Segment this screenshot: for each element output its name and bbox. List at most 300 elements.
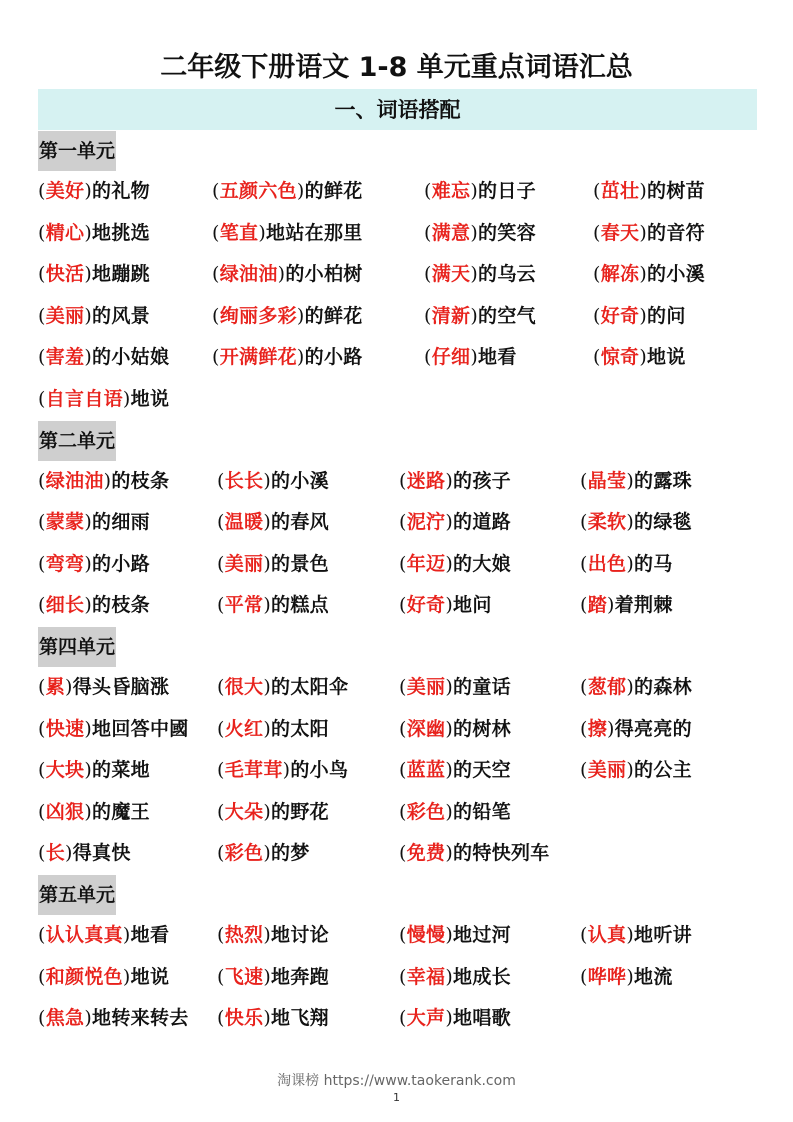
collocation-item: [580, 544, 673, 586]
unit-heading-row: [38, 627, 757, 667]
answer-word: 快乐: [224, 1007, 264, 1030]
open-paren: (: [399, 842, 407, 865]
collocation-item: [38, 667, 169, 709]
answer-word: 大朵: [224, 800, 264, 823]
open-paren: (: [399, 675, 407, 698]
phrase-text: 的铅笔: [453, 800, 511, 823]
answer-word: 很大: [224, 675, 264, 698]
phrase-text: 的礼物: [92, 180, 150, 202]
phrase-text: 的鲜花: [304, 304, 363, 327]
open-paren: (: [593, 346, 601, 369]
phrase-text: 的露珠: [634, 469, 692, 492]
phrase-text: 的糕点: [271, 594, 329, 617]
collocation-item: [593, 337, 686, 379]
collocation-item: [38, 461, 169, 503]
answer-word: 快速: [45, 717, 85, 740]
phrase-text: 的树苗: [647, 180, 705, 202]
answer-word: 好奇: [406, 594, 446, 617]
collocation-item: [424, 337, 517, 379]
answer-word: 细长: [45, 594, 85, 617]
answer-word: 美丽: [587, 759, 627, 782]
answer-word: 火红: [224, 717, 264, 740]
phrase-text: 地过河: [453, 923, 511, 946]
close-paren: ): [639, 180, 648, 202]
close-paren: ): [84, 346, 93, 369]
answer-word: 彩色: [406, 800, 446, 823]
open-paren: (: [217, 469, 225, 492]
open-paren: (: [38, 387, 46, 410]
close-paren: ): [296, 304, 305, 327]
answer-word: 绚丽多彩: [219, 304, 297, 327]
phrase-text: 的小姑娘: [92, 346, 170, 369]
open-paren: (: [38, 759, 46, 782]
collocation-item: [212, 337, 363, 379]
page-title: 二年级下册语文 1-8 单元重点词语汇总: [160, 52, 633, 83]
collocation-item: [593, 171, 705, 213]
collocation-item: [38, 379, 169, 421]
open-paren: (: [217, 759, 225, 782]
table-row: [38, 337, 757, 379]
close-paren: ): [84, 263, 93, 286]
close-paren: ): [445, 965, 454, 988]
answer-word: 自言自语: [45, 387, 123, 410]
phrase-text: 地流: [634, 965, 673, 988]
collocation-item: [424, 296, 536, 338]
collocation-item: [399, 667, 511, 709]
open-paren: (: [217, 965, 225, 988]
collocation-item: [399, 915, 511, 957]
collocation-item: [38, 957, 169, 999]
table-row: [38, 957, 757, 999]
collocation-item: [593, 296, 686, 338]
close-paren: ): [470, 180, 479, 202]
open-paren: (: [38, 346, 46, 369]
collocation-item: [399, 709, 511, 751]
collocation-item: [212, 254, 363, 296]
open-paren: (: [424, 180, 432, 202]
phrase-text: 的风景: [92, 304, 150, 327]
answer-word: 免费: [406, 842, 446, 865]
table-row: [38, 379, 757, 421]
collocation-item: [424, 171, 536, 213]
close-paren: ): [626, 759, 635, 782]
table-row: [38, 915, 757, 957]
answer-word: 出色: [587, 552, 627, 575]
answer-word: 笔直: [219, 221, 259, 244]
close-paren: ): [639, 304, 648, 327]
open-paren: (: [38, 552, 46, 575]
phrase-text: 地飞翔: [271, 1007, 329, 1030]
answer-word: 幸福: [406, 965, 446, 988]
collocation-item: [212, 171, 363, 213]
answer-word: 凶狠: [45, 800, 85, 823]
phrase-text: 地回答中國: [92, 717, 189, 740]
answer-word: 热烈: [224, 923, 264, 946]
close-paren: ): [445, 759, 454, 782]
open-paren: (: [217, 552, 225, 575]
close-paren: ): [65, 842, 73, 865]
answer-word: 美丽: [45, 304, 85, 327]
close-paren: ): [258, 221, 267, 244]
answer-word: 美好: [45, 180, 85, 202]
phrase-text: 的菜地: [92, 759, 150, 782]
close-paren: ): [263, 594, 272, 617]
collocation-item: [399, 833, 550, 875]
close-paren: ): [282, 759, 291, 782]
phrase-text: 地说: [130, 387, 170, 410]
close-paren: ): [263, 717, 272, 740]
open-paren: (: [217, 675, 225, 698]
open-paren: (: [217, 717, 225, 740]
table-row: [38, 998, 757, 1040]
open-paren: (: [580, 965, 588, 988]
phrase-text: 的问: [647, 304, 686, 327]
collocation-item: [212, 213, 363, 255]
phrase-text: 的森林: [634, 675, 692, 698]
answer-word: 大块: [45, 759, 85, 782]
answer-word: 满意: [431, 221, 471, 244]
collocation-item: [217, 667, 348, 709]
collocation-item: [38, 998, 189, 1040]
phrase-text: 的特快列车: [453, 842, 550, 865]
open-paren: (: [38, 469, 46, 492]
answer-word: 绿油油: [45, 469, 104, 492]
open-paren: (: [399, 759, 407, 782]
table-row: [38, 213, 757, 255]
close-paren: ): [122, 387, 131, 410]
answer-word: 深幽: [406, 717, 446, 740]
close-paren: ): [445, 717, 454, 740]
answer-word: 哗哗: [587, 965, 627, 988]
answer-word: 彩色: [224, 842, 264, 865]
close-paren: ): [626, 965, 635, 988]
phrase-text: 的道路: [453, 511, 511, 534]
close-paren: ): [445, 800, 454, 823]
phrase-text: 地问: [453, 594, 492, 617]
close-paren: ): [84, 552, 93, 575]
close-paren: ): [263, 800, 272, 823]
collocation-item: [580, 957, 673, 999]
open-paren: (: [212, 263, 220, 286]
answer-word: 绿油油: [219, 263, 278, 286]
close-paren: ): [639, 221, 648, 244]
open-paren: (: [580, 675, 588, 698]
answer-word: 认真: [587, 923, 627, 946]
open-paren: (: [38, 221, 46, 244]
collocation-list: [38, 131, 757, 1040]
collocation-item: [399, 461, 511, 503]
phrase-text: 的鲜花: [304, 180, 363, 202]
answer-word: 毛茸茸: [224, 759, 283, 782]
collocation-item: [580, 502, 692, 544]
phrase-text: 的枝条: [92, 594, 150, 617]
answer-word: 擦: [587, 717, 608, 740]
phrase-text: 的小柏树: [285, 263, 363, 286]
answer-word: 惊奇: [600, 346, 640, 369]
table-row: [38, 750, 757, 792]
close-paren: ): [263, 923, 272, 946]
collocation-item: [217, 502, 329, 544]
close-paren: ): [277, 263, 286, 286]
close-paren: ): [263, 965, 272, 988]
close-paren: ): [296, 180, 305, 202]
answer-word: 慢慢: [406, 923, 446, 946]
close-paren: ): [263, 511, 272, 534]
collocation-item: [580, 915, 692, 957]
collocation-item: [580, 709, 692, 751]
phrase-text: 地听讲: [634, 923, 692, 946]
close-paren: ): [470, 263, 479, 286]
open-paren: (: [217, 923, 225, 946]
collocation-item: [217, 915, 329, 957]
answer-word: 累: [45, 675, 66, 698]
collocation-item: [580, 461, 692, 503]
close-paren: ): [607, 594, 615, 617]
phrase-text: 的大娘: [453, 552, 511, 575]
collocation-item: [217, 709, 329, 751]
close-paren: ): [296, 346, 305, 369]
open-paren: (: [424, 263, 432, 286]
collocation-item: [399, 544, 511, 586]
collocation-item: [38, 296, 150, 338]
open-paren: (: [212, 180, 220, 202]
phrase-text: 的野花: [271, 800, 329, 823]
phrase-text: 着荆棘: [614, 594, 673, 617]
answer-word: 长: [45, 842, 66, 865]
phrase-text: 的树林: [453, 717, 511, 740]
phrase-text: 的音符: [647, 221, 705, 244]
close-paren: ): [103, 469, 112, 492]
open-paren: (: [399, 594, 407, 617]
phrase-text: 的天空: [453, 759, 511, 782]
phrase-text: 地蹦跳: [92, 263, 150, 286]
open-paren: (: [38, 923, 46, 946]
close-paren: ): [84, 1007, 93, 1030]
phrase-text: 地看: [130, 923, 170, 946]
open-paren: (: [593, 263, 601, 286]
phrase-text: 地看: [478, 346, 517, 369]
open-paren: (: [38, 263, 46, 286]
phrase-text: 地唱歌: [453, 1007, 511, 1030]
table-row: [38, 585, 757, 627]
close-paren: ): [84, 221, 93, 244]
answer-word: 快活: [45, 263, 85, 286]
close-paren: ): [84, 304, 93, 327]
close-paren: ): [626, 469, 635, 492]
answer-word: 害羞: [45, 346, 85, 369]
answer-word: 温暖: [224, 511, 264, 534]
collocation-item: [38, 213, 150, 255]
table-row: [38, 792, 757, 834]
phrase-text: 的乌云: [478, 263, 536, 286]
collocation-item: [580, 585, 673, 627]
phrase-text: 地说: [647, 346, 686, 369]
unit-heading-row: [38, 131, 757, 171]
answer-word: 大声: [406, 1007, 446, 1030]
open-paren: (: [580, 717, 588, 740]
open-paren: (: [399, 469, 407, 492]
phrase-text: 的小路: [92, 552, 150, 575]
open-paren: (: [399, 552, 407, 575]
table-row: [38, 544, 757, 586]
phrase-text: 的枝条: [111, 469, 170, 492]
open-paren: (: [399, 511, 407, 534]
collocation-item: [38, 709, 189, 751]
phrase-text: 的小溪: [647, 263, 705, 286]
close-paren: ): [263, 552, 272, 575]
phrase-text: 地挑选: [92, 221, 150, 244]
collocation-item: [38, 502, 150, 544]
collocation-item: [399, 750, 511, 792]
open-paren: (: [38, 965, 46, 988]
table-row: [38, 254, 757, 296]
phrase-text: 的太阳: [271, 717, 329, 740]
answer-word: 弯弯: [45, 552, 85, 575]
open-paren: (: [580, 759, 588, 782]
close-paren: ): [445, 923, 454, 946]
footer-watermark: 淘课榜 https://www.taokerank.com: [277, 1073, 516, 1089]
open-paren: (: [399, 1007, 407, 1030]
answer-word: 柔软: [587, 511, 627, 534]
phrase-text: 地讨论: [271, 923, 329, 946]
collocation-item: [38, 171, 150, 213]
phrase-text: 的魔王: [92, 800, 150, 823]
collocation-item: [399, 792, 511, 834]
close-paren: ): [639, 346, 648, 369]
answer-word: 认认真真: [45, 923, 123, 946]
phrase-text: 的梦: [271, 842, 310, 865]
phrase-text: 地奔跑: [271, 965, 329, 988]
collocation-item: [593, 213, 705, 255]
phrase-text: 地站在那里: [266, 221, 363, 244]
close-paren: ): [84, 511, 93, 534]
open-paren: (: [212, 221, 220, 244]
table-row: [38, 171, 757, 213]
collocation-item: [38, 254, 150, 296]
open-paren: (: [38, 842, 46, 865]
close-paren: ): [445, 552, 454, 575]
collocation-item: [38, 544, 150, 586]
collocation-item: [38, 915, 169, 957]
close-paren: ): [445, 675, 454, 698]
open-paren: (: [38, 511, 46, 534]
open-paren: (: [593, 304, 601, 327]
close-paren: ): [470, 346, 479, 369]
answer-word: 难忘: [431, 180, 471, 202]
open-paren: (: [38, 1007, 46, 1030]
collocation-item: [217, 750, 348, 792]
open-paren: (: [580, 469, 588, 492]
open-paren: (: [580, 923, 588, 946]
unit-heading: 第五单元: [38, 875, 116, 915]
open-paren: (: [217, 800, 225, 823]
open-paren: (: [217, 594, 225, 617]
answer-word: 和颜悦色: [45, 965, 123, 988]
phrase-text: 的太阳伞: [271, 675, 349, 698]
collocation-item: [593, 254, 705, 296]
close-paren: ): [626, 923, 635, 946]
open-paren: (: [424, 346, 432, 369]
open-paren: (: [38, 594, 46, 617]
collocation-item: [38, 792, 150, 834]
answer-word: 泥泞: [406, 511, 446, 534]
collocation-item: [399, 998, 511, 1040]
phrase-text: 的日子: [478, 180, 536, 202]
open-paren: (: [399, 800, 407, 823]
answer-word: 美丽: [406, 675, 446, 698]
phrase-text: 的小鸟: [290, 759, 349, 782]
collocation-item: [217, 833, 310, 875]
answer-word: 飞速: [224, 965, 264, 988]
unit-heading-row: [38, 875, 757, 915]
open-paren: (: [38, 180, 46, 202]
close-paren: ): [263, 469, 272, 492]
phrase-text: 地成长: [453, 965, 511, 988]
open-paren: (: [212, 304, 220, 327]
phrase-text: 的景色: [271, 552, 329, 575]
collocation-item: [580, 667, 692, 709]
collocation-item: [424, 213, 536, 255]
open-paren: (: [217, 842, 225, 865]
answer-word: 蒙蒙: [45, 511, 85, 534]
phrase-text: 的绿毯: [634, 511, 692, 534]
close-paren: ): [263, 675, 272, 698]
collocation-item: [217, 792, 329, 834]
close-paren: ): [263, 1007, 272, 1030]
collocation-item: [217, 998, 329, 1040]
open-paren: (: [399, 965, 407, 988]
answer-word: 满天: [431, 263, 471, 286]
answer-word: 迷路: [406, 469, 446, 492]
table-row: [38, 667, 757, 709]
answer-word: 踏: [587, 594, 608, 617]
close-paren: ): [65, 675, 73, 698]
open-paren: (: [424, 221, 432, 244]
table-row: [38, 833, 757, 875]
open-paren: (: [424, 304, 432, 327]
answer-word: 年迈: [406, 552, 446, 575]
collocation-item: [399, 502, 511, 544]
phrase-text: 得真快: [72, 842, 131, 865]
collocation-item: [38, 833, 131, 875]
open-paren: (: [217, 1007, 225, 1030]
phrase-text: 的细雨: [92, 511, 150, 534]
answer-word: 春天: [600, 221, 640, 244]
answer-word: 五颜六色: [219, 180, 297, 202]
open-paren: (: [580, 552, 588, 575]
open-paren: (: [38, 800, 46, 823]
phrase-text: 的公主: [634, 759, 692, 782]
close-paren: ): [445, 511, 454, 534]
collocation-item: [217, 544, 329, 586]
close-paren: ): [470, 304, 479, 327]
open-paren: (: [38, 675, 46, 698]
close-paren: ): [445, 842, 454, 865]
table-row: [38, 709, 757, 751]
answer-word: 葱郁: [587, 675, 627, 698]
open-paren: (: [38, 717, 46, 740]
collocation-item: [217, 585, 329, 627]
phrase-text: 的童话: [453, 675, 511, 698]
table-row: [38, 296, 757, 338]
unit-heading-row: [38, 421, 757, 461]
open-paren: (: [580, 594, 588, 617]
answer-word: 精心: [45, 221, 85, 244]
close-paren: ): [84, 759, 93, 782]
answer-word: 解冻: [600, 263, 640, 286]
collocation-item: [217, 957, 329, 999]
collocation-item: [580, 750, 692, 792]
